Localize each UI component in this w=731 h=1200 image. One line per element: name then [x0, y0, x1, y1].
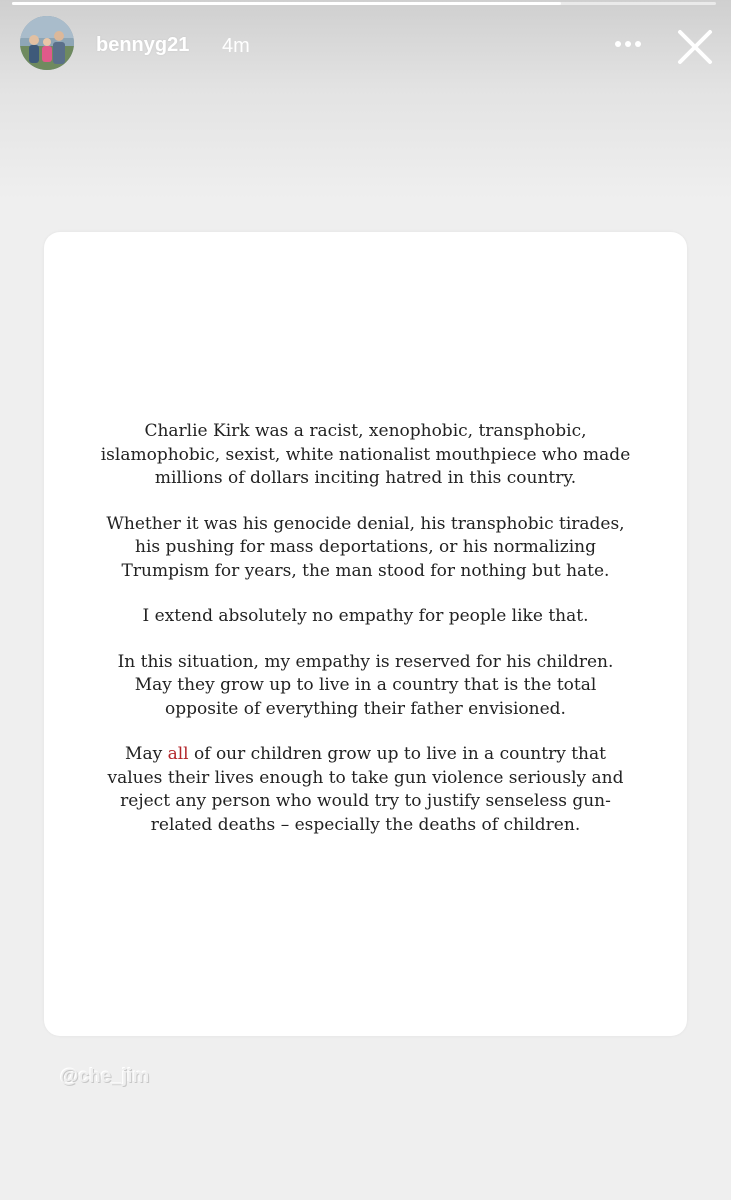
- paragraph-1: [44, 420, 687, 491]
- text-line: his pushing for mass deportations, or his normalizing: [135, 537, 596, 557]
- highlighted-word: all: [167, 744, 189, 764]
- text-line: reject any person who would try to justify senseless gun-: [120, 791, 611, 811]
- text-line: islamophobic, sexist, white nationalist mouthpiece who made: [100, 444, 631, 465]
- text-line: May they grow up to live in a country that is the total: [134, 675, 597, 695]
- story-progress-bar: [12, 2, 716, 5]
- close-icon: [672, 24, 718, 70]
- close-button[interactable]: [672, 24, 718, 70]
- paragraph-5: [44, 743, 687, 837]
- avatar-photo-icon: [20, 16, 74, 70]
- text-line: related deaths – especially the deaths of children.: [150, 814, 581, 835]
- text-line: Trumpism for years, the man stood for nothing but hate.: [121, 560, 610, 581]
- text-line: Whether it was his genocide denial, his transphobic tirades,: [106, 513, 625, 534]
- text-fragment: May: [125, 744, 168, 764]
- text-fragment: of our children grow up to live in a country that: [188, 744, 606, 764]
- paragraph-3: [44, 605, 687, 629]
- text-line: millions of dollars inciting hatred in this country.: [154, 468, 577, 488]
- more-horizontal-icon: [606, 32, 650, 56]
- text-line: values their lives enough to take gun violence seriously and: [107, 767, 624, 788]
- paragraph-2: [44, 513, 687, 584]
- statement-text: [44, 420, 687, 859]
- more-options-button[interactable]: [606, 32, 650, 56]
- text-line: I extend absolutely no empathy for people like that.: [142, 606, 589, 626]
- story-timestamp: 4m: [222, 35, 250, 57]
- text-line: [125, 744, 606, 764]
- watermark: @che_jim: [60, 1066, 150, 1087]
- story-header: [0, 12, 731, 76]
- avatar[interactable]: [20, 16, 74, 70]
- text-line: opposite of everything their father envisioned.: [165, 698, 566, 719]
- text-line: Charlie Kirk was a racist, xenophobic, transphobic,: [144, 421, 587, 441]
- post-card: [44, 232, 687, 1036]
- paragraph-4: [44, 651, 687, 722]
- username[interactable]: bennyg21: [96, 34, 190, 56]
- text-line: In this situation, my empathy is reserved for his children.: [117, 651, 614, 672]
- story-progress-fill: [12, 2, 561, 5]
